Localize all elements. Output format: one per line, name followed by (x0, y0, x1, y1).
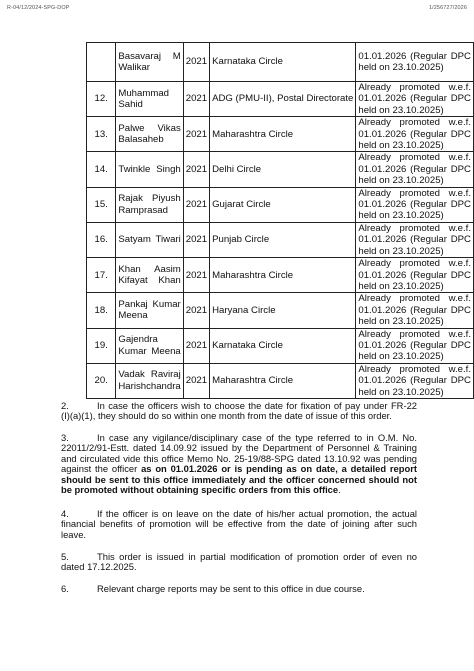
paragraph-text: In case any vigilance/disciplinary case of the type referred to in O.M. No. 22011/2/91-Estt. dated 14.09.92 issued by the Department of Personnel & Training and circulated vide this office Memo No. 25-19/88-SPG dated 13.10.92 was pending against the officer (61, 432, 417, 475)
file-reference-right: 1/256727/2026 (428, 5, 467, 11)
table-row (87, 43, 474, 82)
circle-cell: Gujarat Circle (210, 187, 356, 222)
paragraph-text: Relevant charge reports may be sent to this office in due course. (97, 583, 365, 594)
officer-name-cell: Basavaraj M Walikar (116, 43, 183, 82)
table-row (87, 328, 474, 363)
circle-cell: Maharashtra Circle (210, 258, 356, 293)
year-cell: 2021 (183, 363, 209, 398)
year-cell: 2021 (183, 293, 209, 328)
remarks-cell: Already promoted w.e.f. 01.01.2026 (Regular DPC held on 23.10.2025) (356, 82, 474, 117)
paragraph-number: 6. (61, 583, 69, 594)
year-cell: 2021 (183, 328, 209, 363)
circle-cell: Maharashtra Circle (210, 363, 356, 398)
year-cell: 2021 (183, 82, 209, 117)
table-row (87, 152, 474, 187)
circle-cell: Maharashtra Circle (210, 117, 356, 152)
officer-name-cell: Palwe Vikas Balasaheb (116, 117, 183, 152)
officer-name-cell: Vadak Raviraj Harishchandra (116, 363, 183, 398)
paragraph-text: If the officer is on leave on the date of his/her actual promotion, the actual financial benefits of promotion will be effective from the date of joining after such leave. (61, 508, 417, 540)
paragraph-text: This order is issued in partial modification of promotion order of even no dated 17.12.2025. (61, 551, 417, 573)
remarks-cell: Already promoted w.e.f. 01.01.2026 (Regular DPC held on 23.10.2025) (356, 363, 474, 398)
circle-cell: ADG (PMU-II), Postal Directorate (210, 82, 356, 117)
paragraph-2 (61, 401, 417, 422)
remarks-cell: Already promoted w.e.f. 01.01.2026 (Regular DPC held on 23.10.2025) (356, 117, 474, 152)
officer-name-cell: Khan Aasim Kifayat Khan (116, 258, 183, 293)
serial-number-cell: 19. (87, 328, 116, 363)
table-row (87, 363, 474, 398)
year-cell: 2021 (183, 187, 209, 222)
remarks-cell: Already promoted w.e.f. 01.01.2026 (Regular DPC held on 23.10.2025) (356, 328, 474, 363)
paragraph-text: In case the officers wish to choose the date for fixation of pay under FR-22 (I)(a)(1), they should do so within one month from the date of issue of this order. (61, 400, 417, 422)
remarks-cell: 01.01.2026 (Regular DPC held on 23.10.2025) (356, 43, 474, 82)
paragraph-number: 2. (61, 400, 69, 411)
serial-number-cell: 14. (87, 152, 116, 187)
serial-number-cell: 13. (87, 117, 116, 152)
serial-number-cell: 12. (87, 82, 116, 117)
table-row (87, 82, 474, 117)
officer-name-cell: Muhammad Sahid (116, 82, 183, 117)
remarks-cell: Already promoted w.e.f. 01.01.2026 (Regular DPC held on 23.10.2025) (356, 187, 474, 222)
officer-name-cell: Pankaj Kumar Meena (116, 293, 183, 328)
officer-name-cell: Gajendra Kumar Meena (116, 328, 183, 363)
officer-name-cell: Rajak Piyush Ramprasad (116, 187, 183, 222)
paragraph-5 (61, 552, 417, 573)
year-cell: 2021 (183, 152, 209, 187)
paragraph-number: 5. (61, 551, 69, 562)
serial-number-cell: 17. (87, 258, 116, 293)
year-cell: 2021 (183, 258, 209, 293)
paragraph-3 (61, 433, 417, 495)
table-row (87, 117, 474, 152)
remarks-cell: Already promoted w.e.f. 01.01.2026 (Regular DPC held on 23.10.2025) (356, 222, 474, 257)
year-cell: 2021 (183, 43, 209, 82)
file-reference-left: R-04/12/2024-SPG-DOP (7, 5, 70, 11)
circle-cell: Karnataka Circle (210, 328, 356, 363)
paragraph-number: 4. (61, 508, 69, 519)
table-row (87, 258, 474, 293)
table-row (87, 222, 474, 257)
remarks-cell: Already promoted w.e.f. 01.01.2026 (Regular DPC held on 23.10.2025) (356, 152, 474, 187)
table-row (87, 187, 474, 222)
serial-number-cell (87, 43, 116, 82)
paragraph-6 (61, 584, 365, 594)
remarks-cell: Already promoted w.e.f. 01.01.2026 (Regular DPC held on 23.10.2025) (356, 258, 474, 293)
promotion-table (86, 42, 474, 399)
remarks-cell: Already promoted w.e.f. 01.01.2026 (Regular DPC held on 23.10.2025) (356, 293, 474, 328)
serial-number-cell: 16. (87, 222, 116, 257)
officer-name-cell: Satyam Tiwari (116, 222, 183, 257)
paragraph-number: 3. (61, 432, 69, 443)
year-cell: 2021 (183, 117, 209, 152)
paragraph-text-end: . (338, 484, 341, 496)
circle-cell: Karnataka Circle (210, 43, 356, 82)
officer-name-cell: Twinkle Singh (116, 152, 183, 187)
circle-cell: Delhi Circle (210, 152, 356, 187)
serial-number-cell: 18. (87, 293, 116, 328)
paragraph-4 (61, 509, 417, 540)
serial-number-cell: 20. (87, 363, 116, 398)
table-row (87, 293, 474, 328)
paragraph-bold-text: as on 01.01.2026 or is pending as on date, a detailed report should be sent to this office immediately and the officer concerned should not be promoted without obtaining specific orders from this office (61, 463, 417, 496)
year-cell: 2021 (183, 222, 209, 257)
serial-number-cell: 15. (87, 187, 116, 222)
circle-cell: Haryana Circle (210, 293, 356, 328)
circle-cell: Punjab Circle (210, 222, 356, 257)
